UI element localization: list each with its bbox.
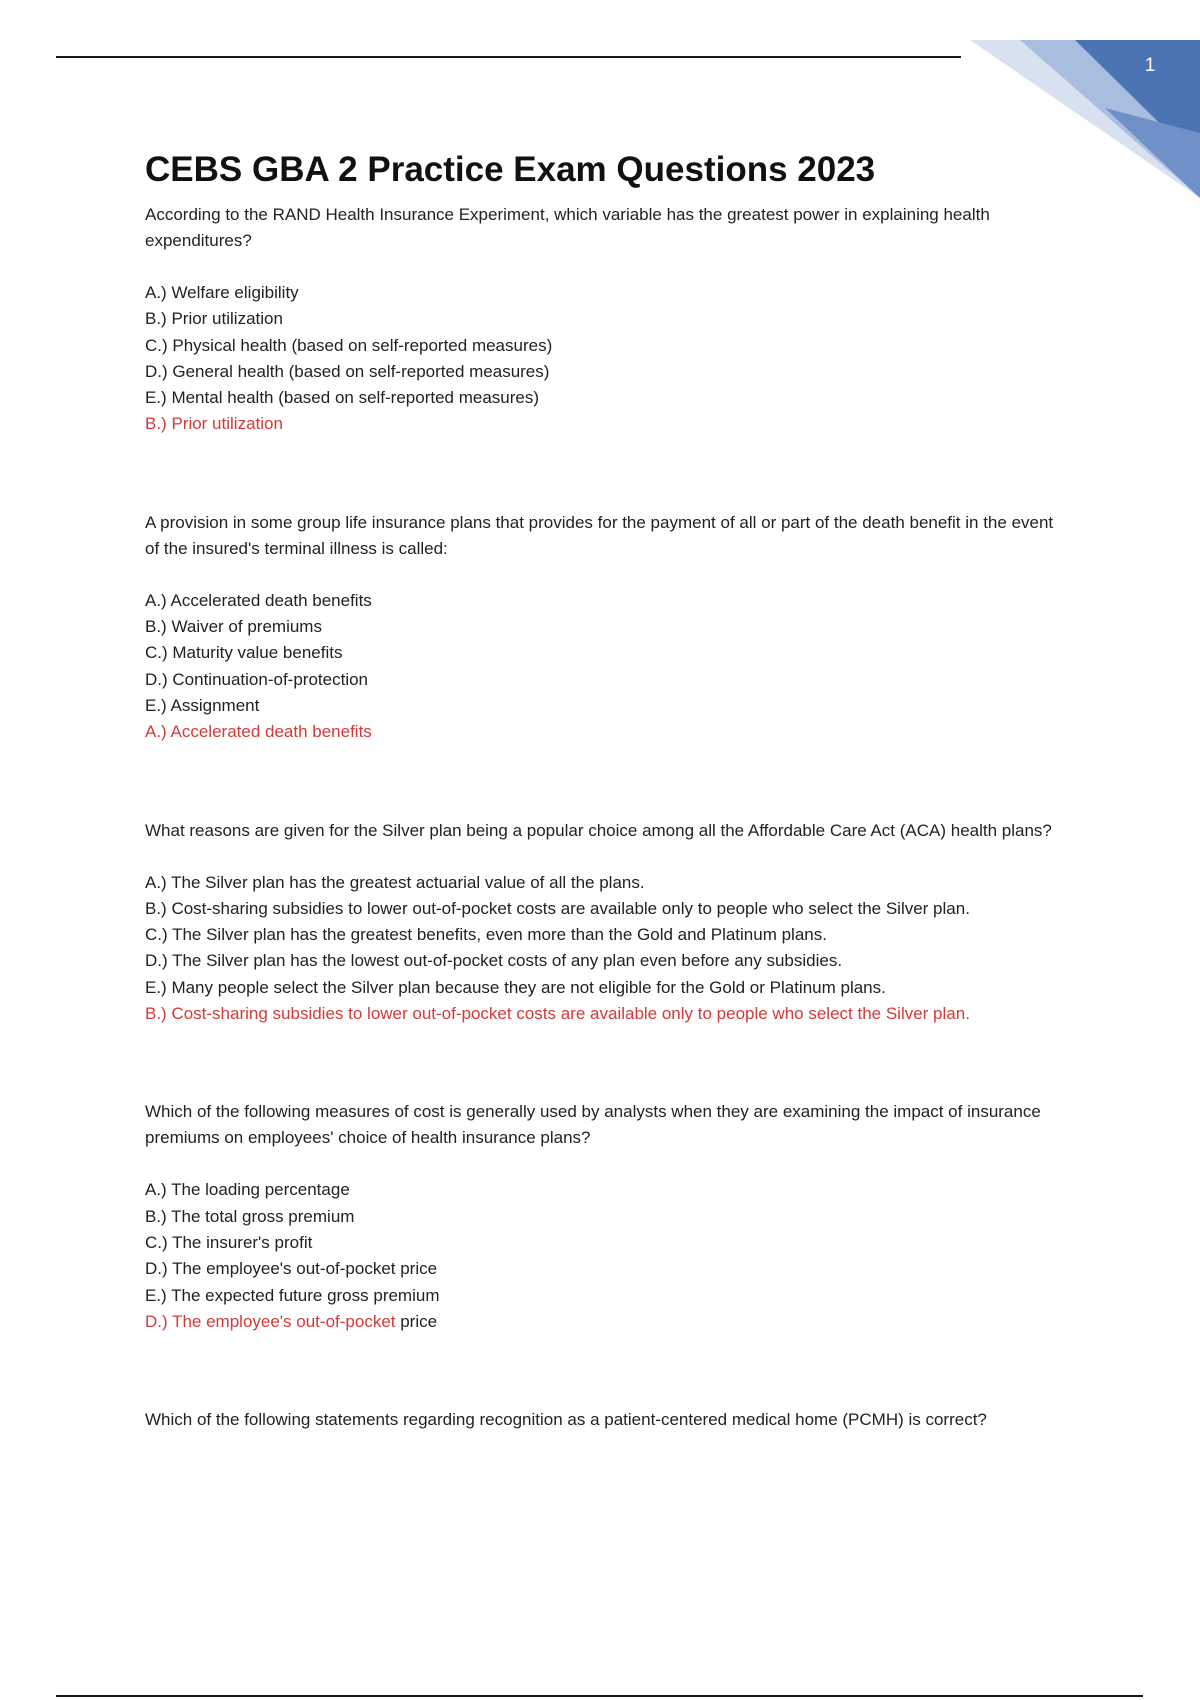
option-list — [145, 1177, 1065, 1308]
option-b: B.) The total gross premium — [145, 1206, 355, 1226]
option-c: C.) The insurer's profit — [145, 1232, 313, 1252]
document-title: CEBS GBA 2 Practice Exam Questions 2023 — [145, 150, 876, 189]
footer-rule — [56, 1695, 1143, 1697]
option-e: E.) The expected future gross premium — [145, 1285, 440, 1305]
option-c: C.) Maturity value benefits — [145, 643, 343, 663]
question-text: What reasons are given for the Silver plan being a popular choice among all the Affordable Care Act (ACA) health plans? — [145, 820, 1052, 840]
answer-line — [145, 719, 1065, 745]
option-e: E.) Many people select the Silver plan because they are not eligible for the Gold or Platinum plans. — [145, 977, 886, 997]
answer-text: B.) Prior utilization — [145, 414, 283, 434]
question-3 — [145, 818, 1065, 1028]
question-4 — [145, 1099, 1065, 1335]
option-d: D.) The employee's out-of-pocket price — [145, 1259, 438, 1279]
option-b: B.) Waiver of premiums — [145, 617, 322, 637]
option-d: D.) General health (based on self-reported measures) — [145, 361, 550, 381]
page-number: 1 — [1144, 55, 1156, 76]
answer-line — [145, 411, 1065, 437]
answer-line — [145, 1001, 1065, 1027]
option-c: C.) Physical health (based on self-reported measures) — [145, 335, 553, 355]
question-2 — [145, 510, 1065, 746]
option-a: A.) Accelerated death benefits — [145, 590, 372, 610]
option-list — [145, 280, 1065, 411]
option-a: A.) Welfare eligibility — [145, 283, 299, 302]
option-a: A.) The loading percentage — [145, 1180, 350, 1200]
header-rule — [56, 56, 961, 58]
question-text: Which of the following measures of cost is generally used by analysts when they are examining the impact of insurance premiums on employees' choice of health insurance plans? — [145, 1102, 1041, 1148]
option-a: A.) The Silver plan has the greatest actuarial value of all the plans. — [145, 872, 645, 892]
answer-text: A.) Accelerated death benefits — [145, 722, 372, 742]
option-d: D.) The Silver plan has the lowest out-of-pocket costs of any plan even before any subsidies. — [145, 951, 843, 971]
answer-tail: price — [395, 1311, 438, 1331]
option-b: B.) Prior utilization — [145, 309, 283, 329]
answer-line — [145, 1309, 1065, 1335]
option-c: C.) The Silver plan has the greatest benefits, even more than the Gold and Platinum plans. — [145, 925, 827, 945]
option-list — [145, 870, 1065, 1001]
question-1 — [145, 202, 1065, 438]
option-b: B.) Cost-sharing subsidies to lower out-of-pocket costs are available only to people who select the Silver plan. — [145, 898, 970, 918]
answer-text: B.) Cost-sharing subsidies to lower out-of-pocket costs are available only to people who select the Silver plan. — [145, 1004, 970, 1024]
answer-text: D.) The employee's out-of-pocket — [145, 1311, 396, 1331]
question-5 — [145, 1407, 1065, 1433]
question-text: Which of the following statements regarding recognition as a patient-centered medical home (PCMH) is correct? — [145, 1410, 987, 1430]
question-text: A provision in some group life insurance plans that provides for the payment of all or part of the death benefit in the event of the insured's terminal illness is called: — [145, 512, 1054, 558]
option-list — [145, 588, 1065, 719]
option-e: E.) Assignment — [145, 695, 260, 715]
option-d: D.) Continuation-of-protection — [145, 669, 369, 689]
page-content — [145, 148, 1065, 1481]
question-text: According to the RAND Health Insurance Experiment, which variable has the greatest power in explaining health expenditures? — [145, 205, 990, 250]
option-e: E.) Mental health (based on self-reported measures) — [145, 388, 540, 408]
